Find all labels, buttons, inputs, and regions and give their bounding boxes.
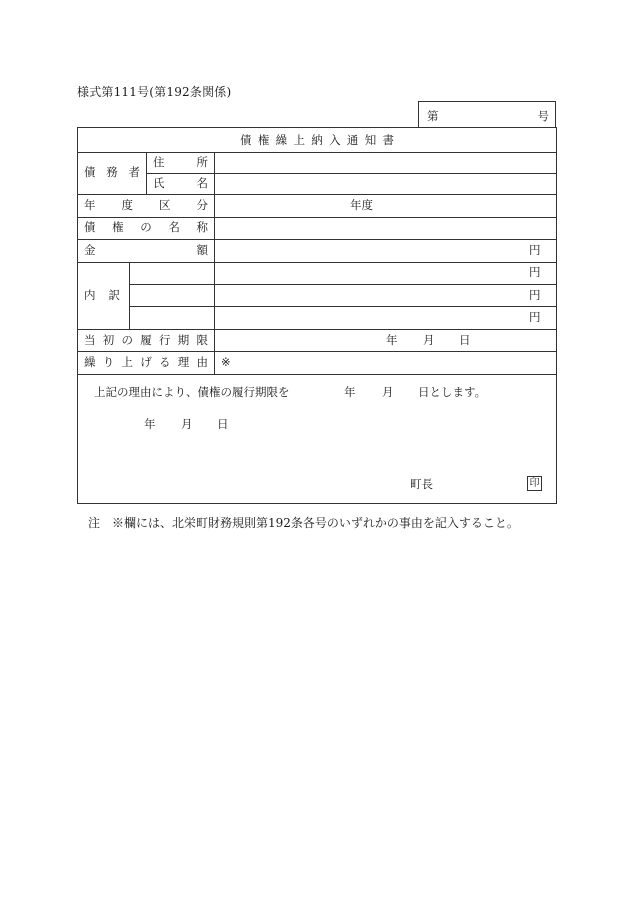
original-deadline-label: 当 初 の 履 行 期 限: [84, 333, 208, 347]
deadline-year: 年: [386, 333, 398, 347]
divider: [214, 152, 215, 374]
seal-mark: 印: [527, 476, 542, 491]
address-label: 住 所: [153, 155, 208, 169]
name-label: 氏 名: [153, 176, 208, 190]
divider: [78, 152, 556, 153]
date-month: 月: [181, 417, 193, 431]
divider: [78, 262, 556, 263]
form-title: 債 権 繰 上 納 入 通 知 書: [240, 133, 394, 147]
divider: [146, 152, 147, 194]
divider: [78, 239, 556, 240]
statement-year: 年: [344, 385, 356, 399]
date-year: 年: [144, 417, 156, 431]
document-number-prefix: 第: [427, 109, 439, 123]
notice-form: [77, 127, 557, 504]
statement-tail: 日とします。: [418, 385, 487, 399]
divider: [129, 284, 556, 285]
divider: [129, 306, 556, 307]
breakdown-label: 内 訳: [84, 288, 120, 302]
footnote: 注 ※欄には、北栄町財務規則第192条各号のいずれかの事由を記入すること。: [88, 516, 519, 530]
deadline-month: 月: [423, 333, 435, 347]
divider: [78, 217, 556, 218]
breakdown-unit: 円: [529, 310, 541, 324]
form-number-label: 様式第111号(第192条関係): [77, 85, 232, 99]
document-number-box: [418, 101, 556, 127]
debtor-label: 債 務 者: [84, 165, 140, 179]
mayor-title: 町長: [410, 477, 433, 491]
date-day: 日: [217, 417, 229, 431]
amount-label: 金 額: [84, 243, 208, 257]
divider: [129, 262, 130, 329]
divider: [78, 374, 556, 375]
divider: [78, 194, 556, 195]
reason-mark: ※: [221, 355, 231, 369]
divider: [78, 329, 556, 330]
fiscal-year-label: 年 度 区 分: [84, 198, 208, 212]
document-number-suffix: 号: [537, 109, 549, 123]
reason-label: 繰 り 上 げ る 理 由: [84, 355, 208, 369]
amount-unit: 円: [529, 243, 541, 257]
fiscal-year-value: 年度: [350, 198, 373, 212]
deadline-day: 日: [459, 333, 471, 347]
statement-month: 月: [382, 385, 394, 399]
claim-name-label: 債 権 の 名 称: [84, 220, 208, 234]
divider: [146, 173, 556, 174]
statement-text: 上記の理由により、債権の履行期限を: [94, 385, 290, 399]
breakdown-unit: 円: [529, 265, 541, 279]
divider: [78, 351, 556, 352]
breakdown-unit: 円: [529, 288, 541, 302]
